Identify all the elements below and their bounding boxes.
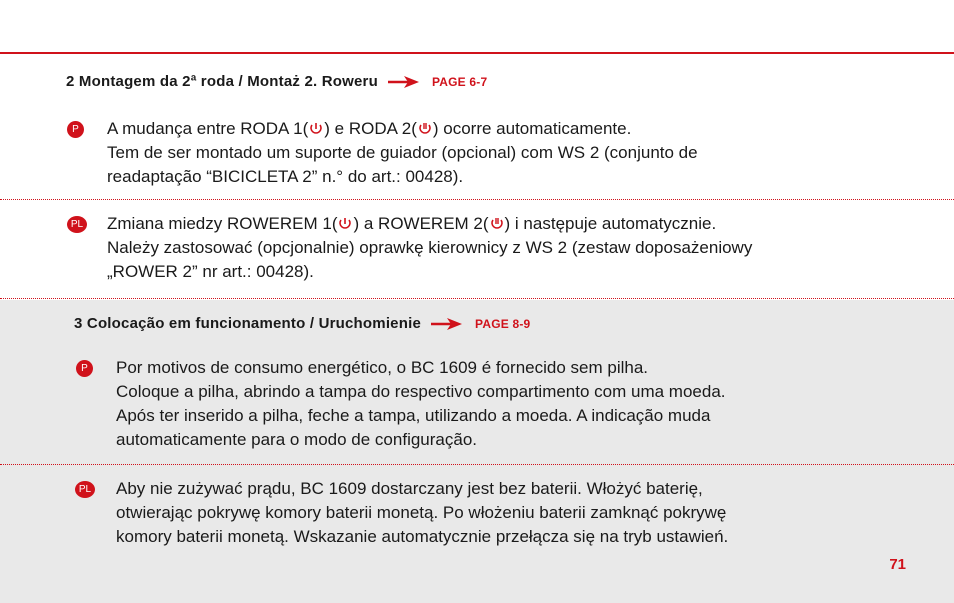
paragraph-line: Coloque a pilha, abrindo a tampa do respectivo compartimento com uma moeda. (116, 382, 726, 401)
lang-badge-pl: PL (75, 481, 95, 498)
dotted-divider (0, 464, 954, 465)
page-ref-6-7[interactable]: PAGE 6-7 (431, 74, 488, 89)
page-ref-8-9[interactable]: PAGE 8-9 (475, 316, 531, 331)
paragraph-pl-2 (116, 477, 728, 549)
top-rule (0, 52, 954, 54)
right-arrow-icon (388, 75, 420, 89)
lang-badge-pl: PL (67, 216, 87, 233)
paragraph-p-1 (107, 117, 698, 189)
paragraph-pl-1 (107, 212, 752, 284)
paragraph-line: automaticamente para o modo de configuração. (116, 430, 478, 449)
section-heading-3-text: 3 Colocação em funcionamento / Uruchomienie (74, 315, 422, 332)
paragraph-line: readaptação “BICICLETA 2” n.° do art.: 00428). (107, 167, 464, 186)
paragraph-line: A mudança entre RODA 1( ) e RODA 2( ) ocorre automaticamente. (107, 119, 632, 138)
section-heading-2 (66, 73, 487, 90)
lang-badge-p: P (76, 360, 93, 377)
paragraph-line: Aby nie zużywać prądu, BC 1609 dostarczany jest bez baterii. Włożyć baterię, (116, 479, 703, 498)
dotted-divider (0, 199, 954, 200)
page-number: 71 (889, 556, 906, 573)
paragraph-line: Zmiana miedzy ROWEREM 1( ) a ROWEREM 2( ) i następuje automatycznie. (107, 214, 717, 233)
wheel-2-icon (418, 121, 432, 135)
wheel-2-icon (490, 216, 504, 230)
right-arrow-icon (431, 317, 463, 331)
lang-badge-p: P (67, 121, 84, 138)
paragraph-line: Należy zastosować (opcjonalnie) oprawkę kierownicy z WS 2 (zestaw doposażeniowy (107, 238, 753, 257)
paragraph-line: Por motivos de consumo energético, o BC 1609 é fornecido sem pilha. (116, 358, 649, 377)
wheel-1-icon (338, 216, 352, 230)
paragraph-p-2 (116, 356, 726, 452)
wheel-1-icon (309, 121, 323, 135)
paragraph-line: komory baterii monetą. Wskazanie automatycznie przełącza się na tryb ustawień. (116, 527, 729, 546)
dotted-divider (0, 298, 954, 299)
section-heading-3 (74, 315, 530, 332)
paragraph-line: „ROWER 2” nr art.: 00428). (107, 262, 314, 281)
paragraph-line: Tem de ser montado um suporte de guiador (opcional) com WS 2 (conjunto de (107, 143, 698, 162)
paragraph-line: Após ter inserido a pilha, feche a tampa, utilizando a moeda. A indicação muda (116, 406, 711, 425)
section-heading-2-text: 2 Montagem da 2ª roda / Montaż 2. Roweru (66, 73, 378, 90)
paragraph-line: otwierając pokrywę komory baterii monetą. Po włożeniu baterii zamknąć pokrywę (116, 503, 727, 522)
